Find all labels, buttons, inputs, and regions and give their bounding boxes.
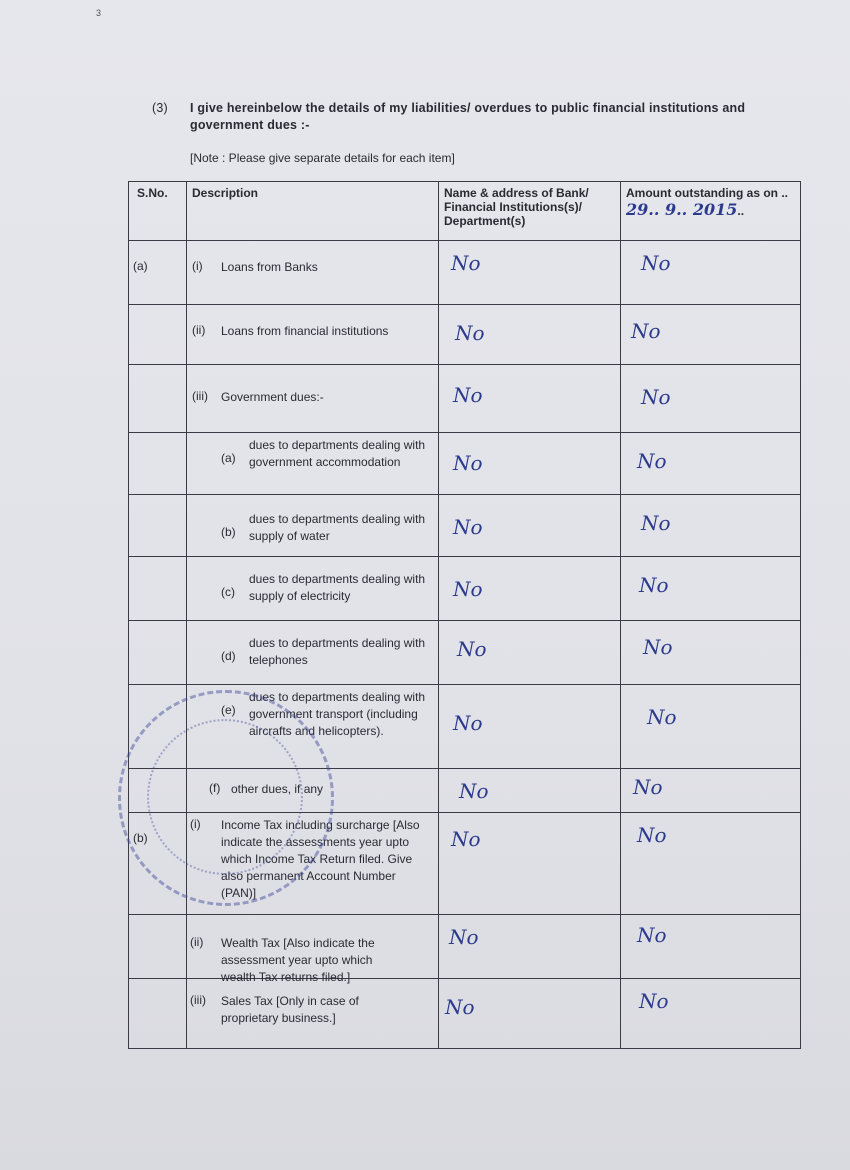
row-amount-cell [621,813,801,915]
row-description: dues to departments dealing with supply of electricity [249,572,426,603]
handwritten-bank-answer: No [451,827,481,851]
office-stamp [118,690,334,906]
table-row [129,433,801,495]
table-header-row [129,182,801,241]
row-amount-cell [621,495,801,557]
handwritten-bank-answer: No [445,995,475,1019]
handwritten-bank-answer: No [459,779,489,803]
header-bank: Name & address of Bank/ Financial Institutions(s)/ Department(s) [439,182,621,241]
table-row [129,495,801,557]
row-bank-cell [439,769,621,813]
row-description: Loans from financial institutions [221,324,389,338]
row-bank-cell [439,813,621,915]
row-description: Wealth Tax [Also indicate the assessment year upto which wealth Tax returns filed.] [221,936,375,984]
row-description-cell [187,915,439,984]
row-description-cell [187,557,439,621]
row-item-marker: (ii) [190,935,204,949]
row-sno [129,305,187,365]
table-row [129,621,801,685]
row-description: dues to departments dealing with supply of water [249,512,426,543]
row-sno [129,365,187,433]
handwritten-amount-answer: No [637,823,667,847]
row-bank-cell [439,915,621,979]
row-sno [129,495,187,557]
handwritten-bank-answer: No [455,321,485,345]
row-description: Income Tax including surcharge [Also indicate the assessments year upto which Income Tax Return filed. Give also permanent Account Number (PAN)] [221,818,420,900]
table-row [129,915,801,979]
row-amount-cell [621,979,801,1049]
handwritten-amount-answer: No [641,511,671,535]
row-amount-cell [621,621,801,685]
row-description: Sales Tax [Only in case of proprietary business.] [221,994,359,1025]
row-description-cell [187,305,439,365]
row-description-cell [187,241,439,305]
row-amount-cell [621,915,801,979]
handwritten-amount-answer: No [639,573,669,597]
table-row [129,305,801,365]
row-item-marker: (f) [209,781,221,795]
row-description: other dues, if any [231,782,324,796]
row-item-marker: (e) [221,703,236,717]
handwritten-amount-answer: No [647,705,677,729]
handwritten-amount-answer: No [641,385,671,409]
handwritten-bank-answer: No [449,925,479,949]
row-bank-cell [439,305,621,365]
handwritten-bank-answer: No [451,251,481,275]
row-description-cell [187,621,439,685]
row-bank-cell [439,433,621,495]
handwritten-bank-answer: No [453,711,483,735]
row-item-marker: (i) [192,259,203,273]
row-item-marker: (c) [221,585,235,599]
row-description: dues to departments dealing with government transport (including aircrafts and helicopters). [249,690,426,738]
row-item-marker: (iii) [190,993,206,1007]
row-item-marker: (d) [221,649,236,663]
row-sno [129,915,187,979]
handwritten-bank-answer: No [457,637,487,661]
row-description-cell [187,979,439,1049]
header-amount-prefix: Amount outstanding as on .. [626,186,788,200]
table-body [129,241,801,1049]
row-description-cell [187,365,439,433]
row-description: dues to departments dealing with government accommodation [249,438,426,469]
office-stamp-inner-ring [147,719,303,875]
handwritten-amount-answer: No [637,449,667,473]
row-amount-cell [621,305,801,365]
row-amount-cell [621,685,801,769]
table-row [129,365,801,433]
table-row [129,979,801,1049]
row-amount-cell [621,241,801,305]
row-description: dues to departments dealing with telephones [249,636,426,667]
row-sno: (b) [129,813,187,915]
handwritten-bank-answer: No [453,515,483,539]
row-bank-cell [439,495,621,557]
row-amount-cell [621,365,801,433]
header-amount [621,182,801,241]
row-item-marker: (iii) [192,389,208,403]
row-bank-cell [439,621,621,685]
row-sno: (a) [129,241,187,305]
intro-text: I give hereinbelow the details of my liabilities/ overdues to public financial institutions and government dues :- [190,101,746,132]
row-description: Loans from Banks [221,260,318,274]
page-number: 3 [96,8,102,18]
header-amount-date: 29.. 9.. 2015 [626,200,738,219]
row-description: Government dues:- [221,390,324,404]
row-sno [129,557,187,621]
handwritten-amount-answer: No [641,251,671,275]
handwritten-amount-answer: No [639,989,669,1013]
row-amount-cell [621,769,801,813]
handwritten-amount-answer: No [631,319,661,343]
handwritten-bank-answer: No [453,383,483,407]
table-row [129,241,801,305]
row-amount-cell [621,433,801,495]
handwritten-bank-answer: No [453,451,483,475]
row-bank-cell [439,979,621,1049]
row-bank-cell [439,557,621,621]
liabilities-table [128,181,801,1049]
row-sno [129,621,187,685]
handwritten-amount-answer: No [633,775,663,799]
handwritten-amount-answer: No [643,635,673,659]
table-row [129,557,801,621]
row-amount-cell [621,557,801,621]
note-text: [Note : Please give separate details for each item] [190,151,455,165]
header-description: Description [187,182,439,241]
header-sno: S.No. [129,182,187,241]
row-sno [129,433,187,495]
row-bank-cell [439,365,621,433]
item-number: (3) [152,101,168,115]
row-bank-cell [439,685,621,769]
row-item-marker: (b) [221,525,236,539]
row-description-cell [187,495,439,557]
row-description-cell [187,433,439,495]
row-item-marker: (a) [221,451,236,465]
row-item-marker: (i) [190,817,201,831]
row-bank-cell [439,241,621,305]
row-sno [129,979,187,1049]
header-amount-suffix: .. [737,204,745,218]
handwritten-bank-answer: No [453,577,483,601]
handwritten-amount-answer: No [637,923,667,947]
row-item-marker: (ii) [192,323,206,337]
